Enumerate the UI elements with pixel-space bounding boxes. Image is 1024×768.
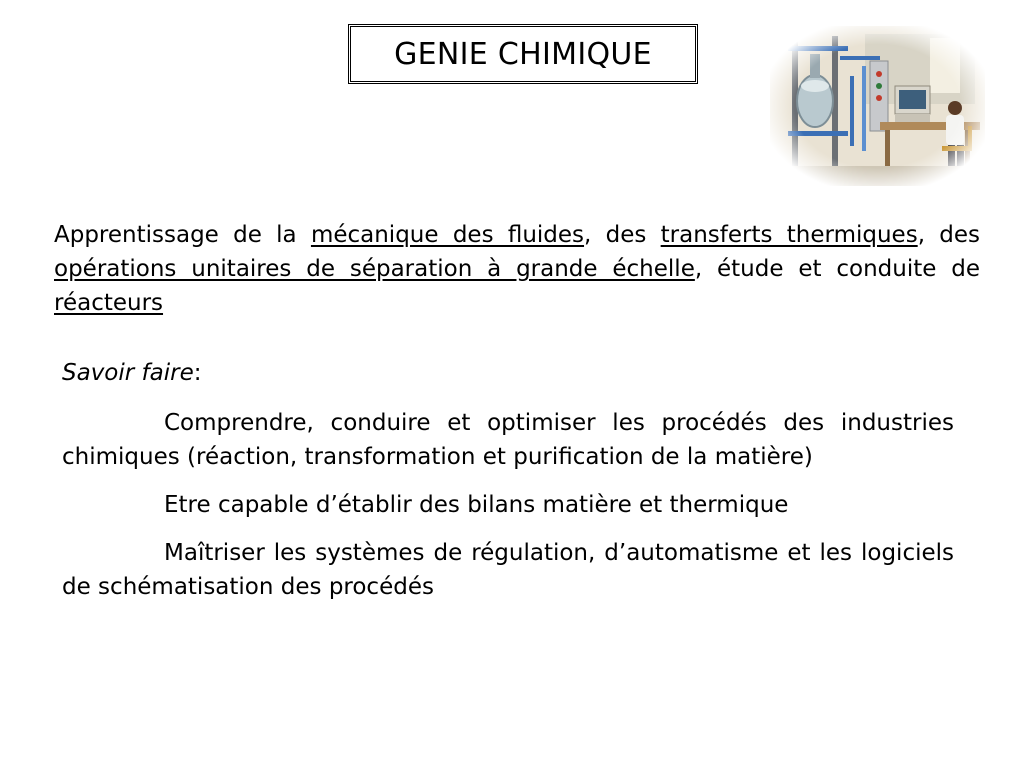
- link-reacteurs: réacteurs: [54, 290, 164, 316]
- skill-item: Etre capable d’établir des bilans matière et thermique: [164, 492, 789, 518]
- intro-paragraph: [54, 218, 980, 320]
- savoir-faire-colon: :: [193, 360, 202, 386]
- skill-item: Maîtriser les systèmes de régulation, d’automatisme et les logiciels de schématisation des procédés: [62, 540, 954, 600]
- skill-item: Comprendre, conduire et optimiser les procédés des industries chimiques (réaction, transformation et purification de la matière): [62, 410, 954, 470]
- savoir-faire-heading: [62, 356, 954, 390]
- page-title-box: [348, 24, 698, 84]
- savoir-faire-section: [62, 356, 954, 618]
- link-mecanique-des-fluides: mécanique des fluides: [310, 222, 585, 248]
- savoir-faire-label: Savoir faire: [62, 360, 194, 386]
- link-transferts-thermiques: transferts thermiques: [660, 222, 918, 248]
- intro-text-1: Apprentissage de la: [54, 222, 311, 248]
- intro-text-3: , des: [917, 222, 981, 248]
- intro-text-2: , des: [584, 222, 661, 248]
- page-title: GENIE CHIMIQUE: [394, 36, 652, 72]
- link-operations-unitaires: opérations unitaires de séparation à grande échelle: [54, 256, 695, 282]
- intro-text-4: , étude et conduite de: [694, 256, 981, 282]
- laboratory-photo: [770, 26, 985, 186]
